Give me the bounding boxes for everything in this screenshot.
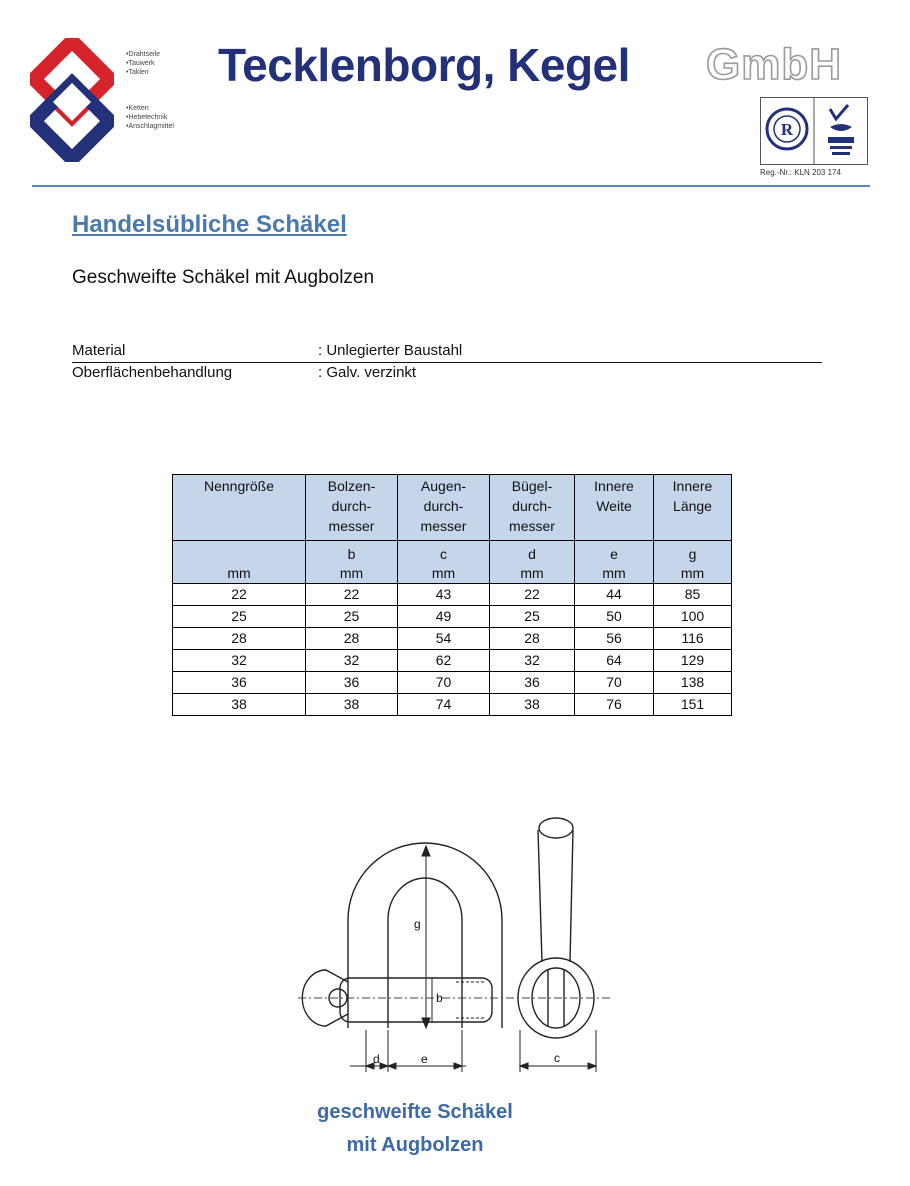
unit-cell: d mm xyxy=(490,541,575,584)
column-header-pin-diameter: Bolzen- durch- messer xyxy=(306,475,398,541)
dimension-label-d: d xyxy=(373,1052,380,1066)
table-cell: 74 xyxy=(398,694,490,716)
table-cell: 54 xyxy=(398,628,490,650)
shackle-technical-drawing xyxy=(290,800,620,1100)
material-value: : Unlegierter Baustahl xyxy=(318,342,463,359)
table-row xyxy=(173,606,732,628)
company-name: Tecklenborg, Kegel xyxy=(218,39,630,91)
table-cell: 25 xyxy=(490,606,575,628)
table-row xyxy=(173,650,732,672)
unit-cell: g mm xyxy=(654,541,732,584)
table-cell: 32 xyxy=(490,650,575,672)
table-cell: 43 xyxy=(398,584,490,606)
table-cell: 70 xyxy=(398,672,490,694)
dimension-label-c: c xyxy=(554,1051,560,1065)
table-cell: 49 xyxy=(398,606,490,628)
table-cell: 36 xyxy=(490,672,575,694)
table-cell: 50 xyxy=(575,606,654,628)
table-row xyxy=(173,628,732,650)
unit-cell: mm xyxy=(173,541,306,584)
surface-treatment-label: Oberflächenbehandlung xyxy=(72,364,233,381)
unit-cell: e mm xyxy=(575,541,654,584)
table-cell: 151 xyxy=(654,694,732,716)
table-cell: 28 xyxy=(490,628,575,650)
table-cell: 28 xyxy=(306,628,398,650)
table-cell: 38 xyxy=(306,694,398,716)
table-cell: 85 xyxy=(654,584,732,606)
shackle-bow-outer xyxy=(348,843,502,1028)
material-label: Material xyxy=(72,342,126,359)
table-cell: 32 xyxy=(306,650,398,672)
registration-number: Reg.-Nr.: KLN 203 174 xyxy=(760,168,841,177)
service-item: • Takleri xyxy=(126,68,160,77)
unit-cell: b mm xyxy=(306,541,398,584)
table-cell: 38 xyxy=(173,694,306,716)
table-cell: 62 xyxy=(398,650,490,672)
table-cell: 25 xyxy=(306,606,398,628)
service-item: • Drahtseile xyxy=(126,50,160,59)
dimension-label-e: e xyxy=(421,1052,428,1066)
drawing-caption-line-2: mit Augbolzen xyxy=(346,1134,484,1156)
table-cell: 38 xyxy=(490,694,575,716)
shackle-bow-inner xyxy=(388,878,462,1028)
service-item: • Anschlagmittel xyxy=(126,122,174,131)
column-header-inner-length: Innere Länge xyxy=(654,475,732,541)
column-header-eye-diameter: Augen- durch- messer xyxy=(398,475,490,541)
table-cell: 36 xyxy=(173,672,306,694)
company-logo-icon xyxy=(30,38,114,162)
page-title: Handelsübliche Schäkel xyxy=(72,211,347,238)
table-cell: 138 xyxy=(654,672,732,694)
table-cell: 28 xyxy=(173,628,306,650)
page-subtitle: Geschweifte Schäkel mit Augbolzen xyxy=(72,267,375,288)
table-header-row xyxy=(173,475,732,541)
table-cell: 32 xyxy=(173,650,306,672)
column-header-inner-width: Innere Weite xyxy=(575,475,654,541)
header-divider xyxy=(32,185,870,187)
property-divider xyxy=(72,362,822,363)
column-header-nominal-size: Nenngröße xyxy=(173,475,306,541)
service-item: • Ketten xyxy=(126,104,174,113)
unit-cell: c mm xyxy=(398,541,490,584)
table-row xyxy=(173,672,732,694)
table-cell: 116 xyxy=(654,628,732,650)
drawing-caption-line-1: geschweifte Schäkel xyxy=(317,1101,513,1123)
services-list-1 xyxy=(126,50,160,77)
svg-text:R: R xyxy=(780,120,794,139)
table-cell: 22 xyxy=(490,584,575,606)
service-item: • Tauwerk xyxy=(126,59,160,68)
table-cell: 129 xyxy=(654,650,732,672)
table-cell: 100 xyxy=(654,606,732,628)
table-cell: 56 xyxy=(575,628,654,650)
shackle-pin xyxy=(340,978,492,1022)
table-cell: 22 xyxy=(173,584,306,606)
surface-treatment-value: : Galv. verzinkt xyxy=(318,364,417,381)
shackle-side-view xyxy=(538,830,573,962)
column-header-bow-diameter: Bügel- durch- messer xyxy=(490,475,575,541)
table-cell: 22 xyxy=(306,584,398,606)
certification-seal-icon xyxy=(760,97,868,165)
table-cell: 44 xyxy=(575,584,654,606)
dimension-label-g: g xyxy=(414,917,421,931)
services-list-2 xyxy=(126,104,174,131)
table-row xyxy=(173,584,732,606)
table-cell: 76 xyxy=(575,694,654,716)
table-cell: 70 xyxy=(575,672,654,694)
dimension-label-b: b xyxy=(436,991,443,1005)
service-item: • Hebetechnik xyxy=(126,113,174,122)
table-cell: 36 xyxy=(306,672,398,694)
table-units-row xyxy=(173,541,732,584)
company-suffix: GmbH xyxy=(706,40,842,89)
table-cell: 25 xyxy=(173,606,306,628)
table-row xyxy=(173,694,732,716)
table-cell: 64 xyxy=(575,650,654,672)
specification-table xyxy=(172,474,732,716)
